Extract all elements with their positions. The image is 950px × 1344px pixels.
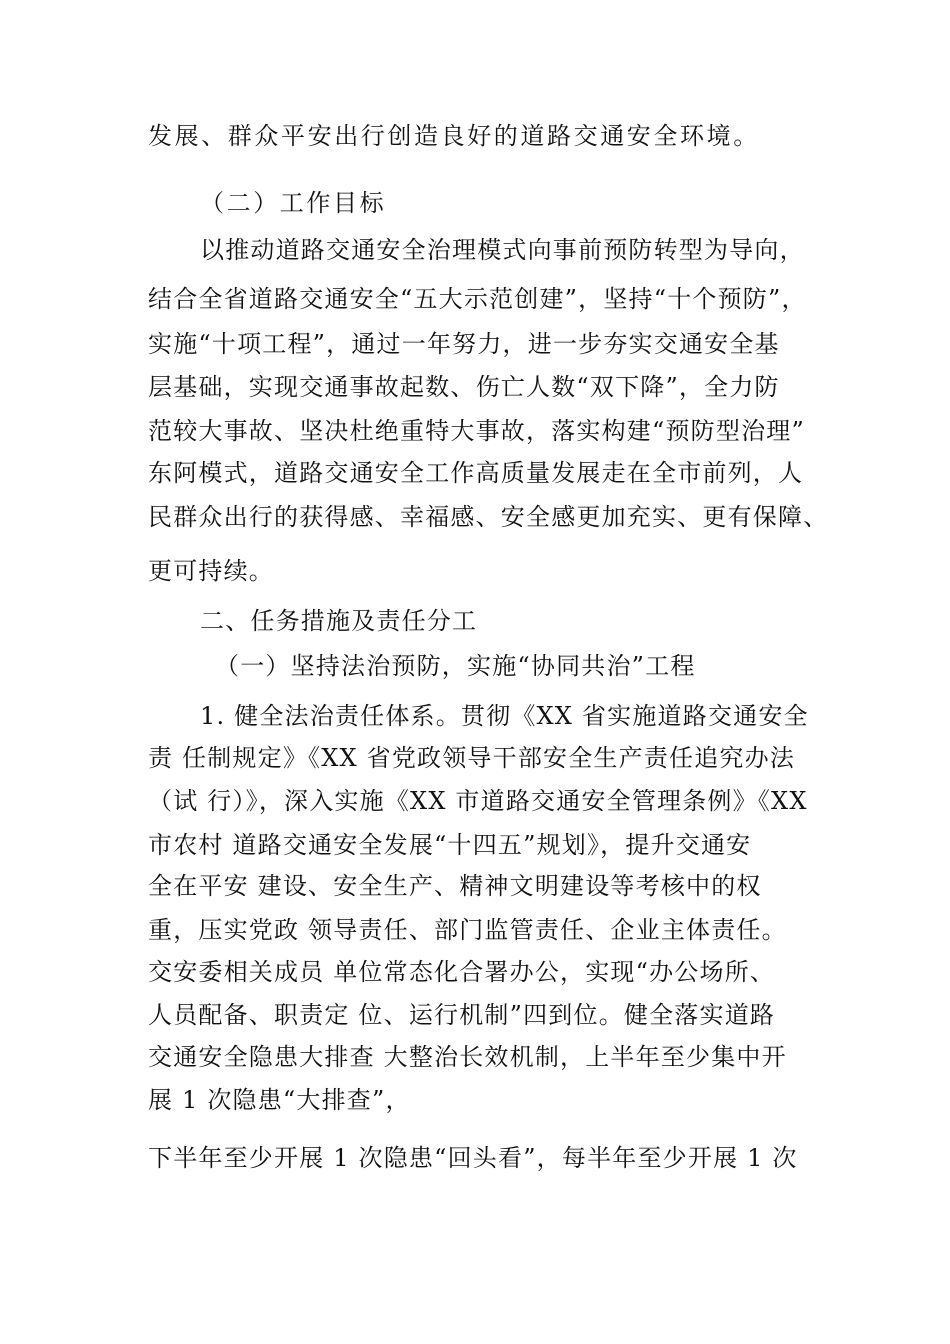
body-text-line-8: 东阿模式，道路交通安全工作高质量发展走在全市前列，人 <box>148 459 804 487</box>
body-text-line-10: 更可持续。 <box>148 557 274 585</box>
body-text-line-16: 市农村 道路交通安全发展“十四五”规划》，提升交通安 <box>148 831 752 859</box>
body-text-line-17: 全在平安 建设、安全生产、精神文明建设等考核中的权 <box>148 872 762 900</box>
body-text-line-20: 人员配备、职责定 位、运行机制”四到位。健全落实道路 <box>148 1001 776 1029</box>
body-text-line-5: 实施“十项工程”，通过一年努力，进一步夯实交通安全基 <box>148 330 780 358</box>
body-text-line-4: 结合全省道路交通安全“五大示范创建”，坚持“十个预防”， <box>148 285 807 313</box>
body-text-line-7: 范较大事故、坚决杜绝重特大事故，落实构建“预防型治理” <box>148 417 805 445</box>
body-text-line-14: 责 任制规定》《XX 省党政领导干部安全生产责任追究办法 <box>148 744 796 772</box>
section-heading-tasks: 二、任务措施及责任分工 <box>200 607 478 635</box>
body-text-line-23: 下半年至少开展 1 次隐患“回头看”，每半年至少开展 1 次 <box>148 1144 798 1172</box>
body-text-line-1: 发展、群众平安出行创造良好的道路交通安全环境。 <box>148 122 760 150</box>
section-heading-work-goals: （二）工作目标 <box>200 189 387 217</box>
body-text-line-18: 重，压实党政 领导责任、部门监管责任、企业主体责任。 <box>148 916 787 944</box>
body-text-line-9: 民群众出行的获得感、幸福感、安全感更加充实、更有保障、 <box>148 503 829 531</box>
body-text-line-6: 层基础，实现交通事故起数、伤亡人数“双下降”，全力防 <box>148 373 780 401</box>
body-text-line-3: 以推动道路交通安全治理模式向事前预防转型为导向， <box>200 236 805 264</box>
body-text-line-15: （试 行）》，深入实施《XX 市道路交通安全管理条例》《XX <box>148 787 808 815</box>
body-text-line-19: 交安委相关成员 单位常态化合署办公，实现“办公场所、 <box>148 958 776 986</box>
body-text-line-13: 1. 健全法治责任体系。贯彻《XX 省实施道路交通安全 <box>200 702 809 730</box>
body-text-line-21: 交通安全隐患大排查 大整治长效机制，上半年至少集中开 <box>148 1043 787 1071</box>
body-text-line-22: 展 1 次隐患“大排查”， <box>148 1086 411 1114</box>
subsection-heading-rule-of-law: （一）坚持法治预防，实施“协同共治”工程 <box>215 652 696 680</box>
